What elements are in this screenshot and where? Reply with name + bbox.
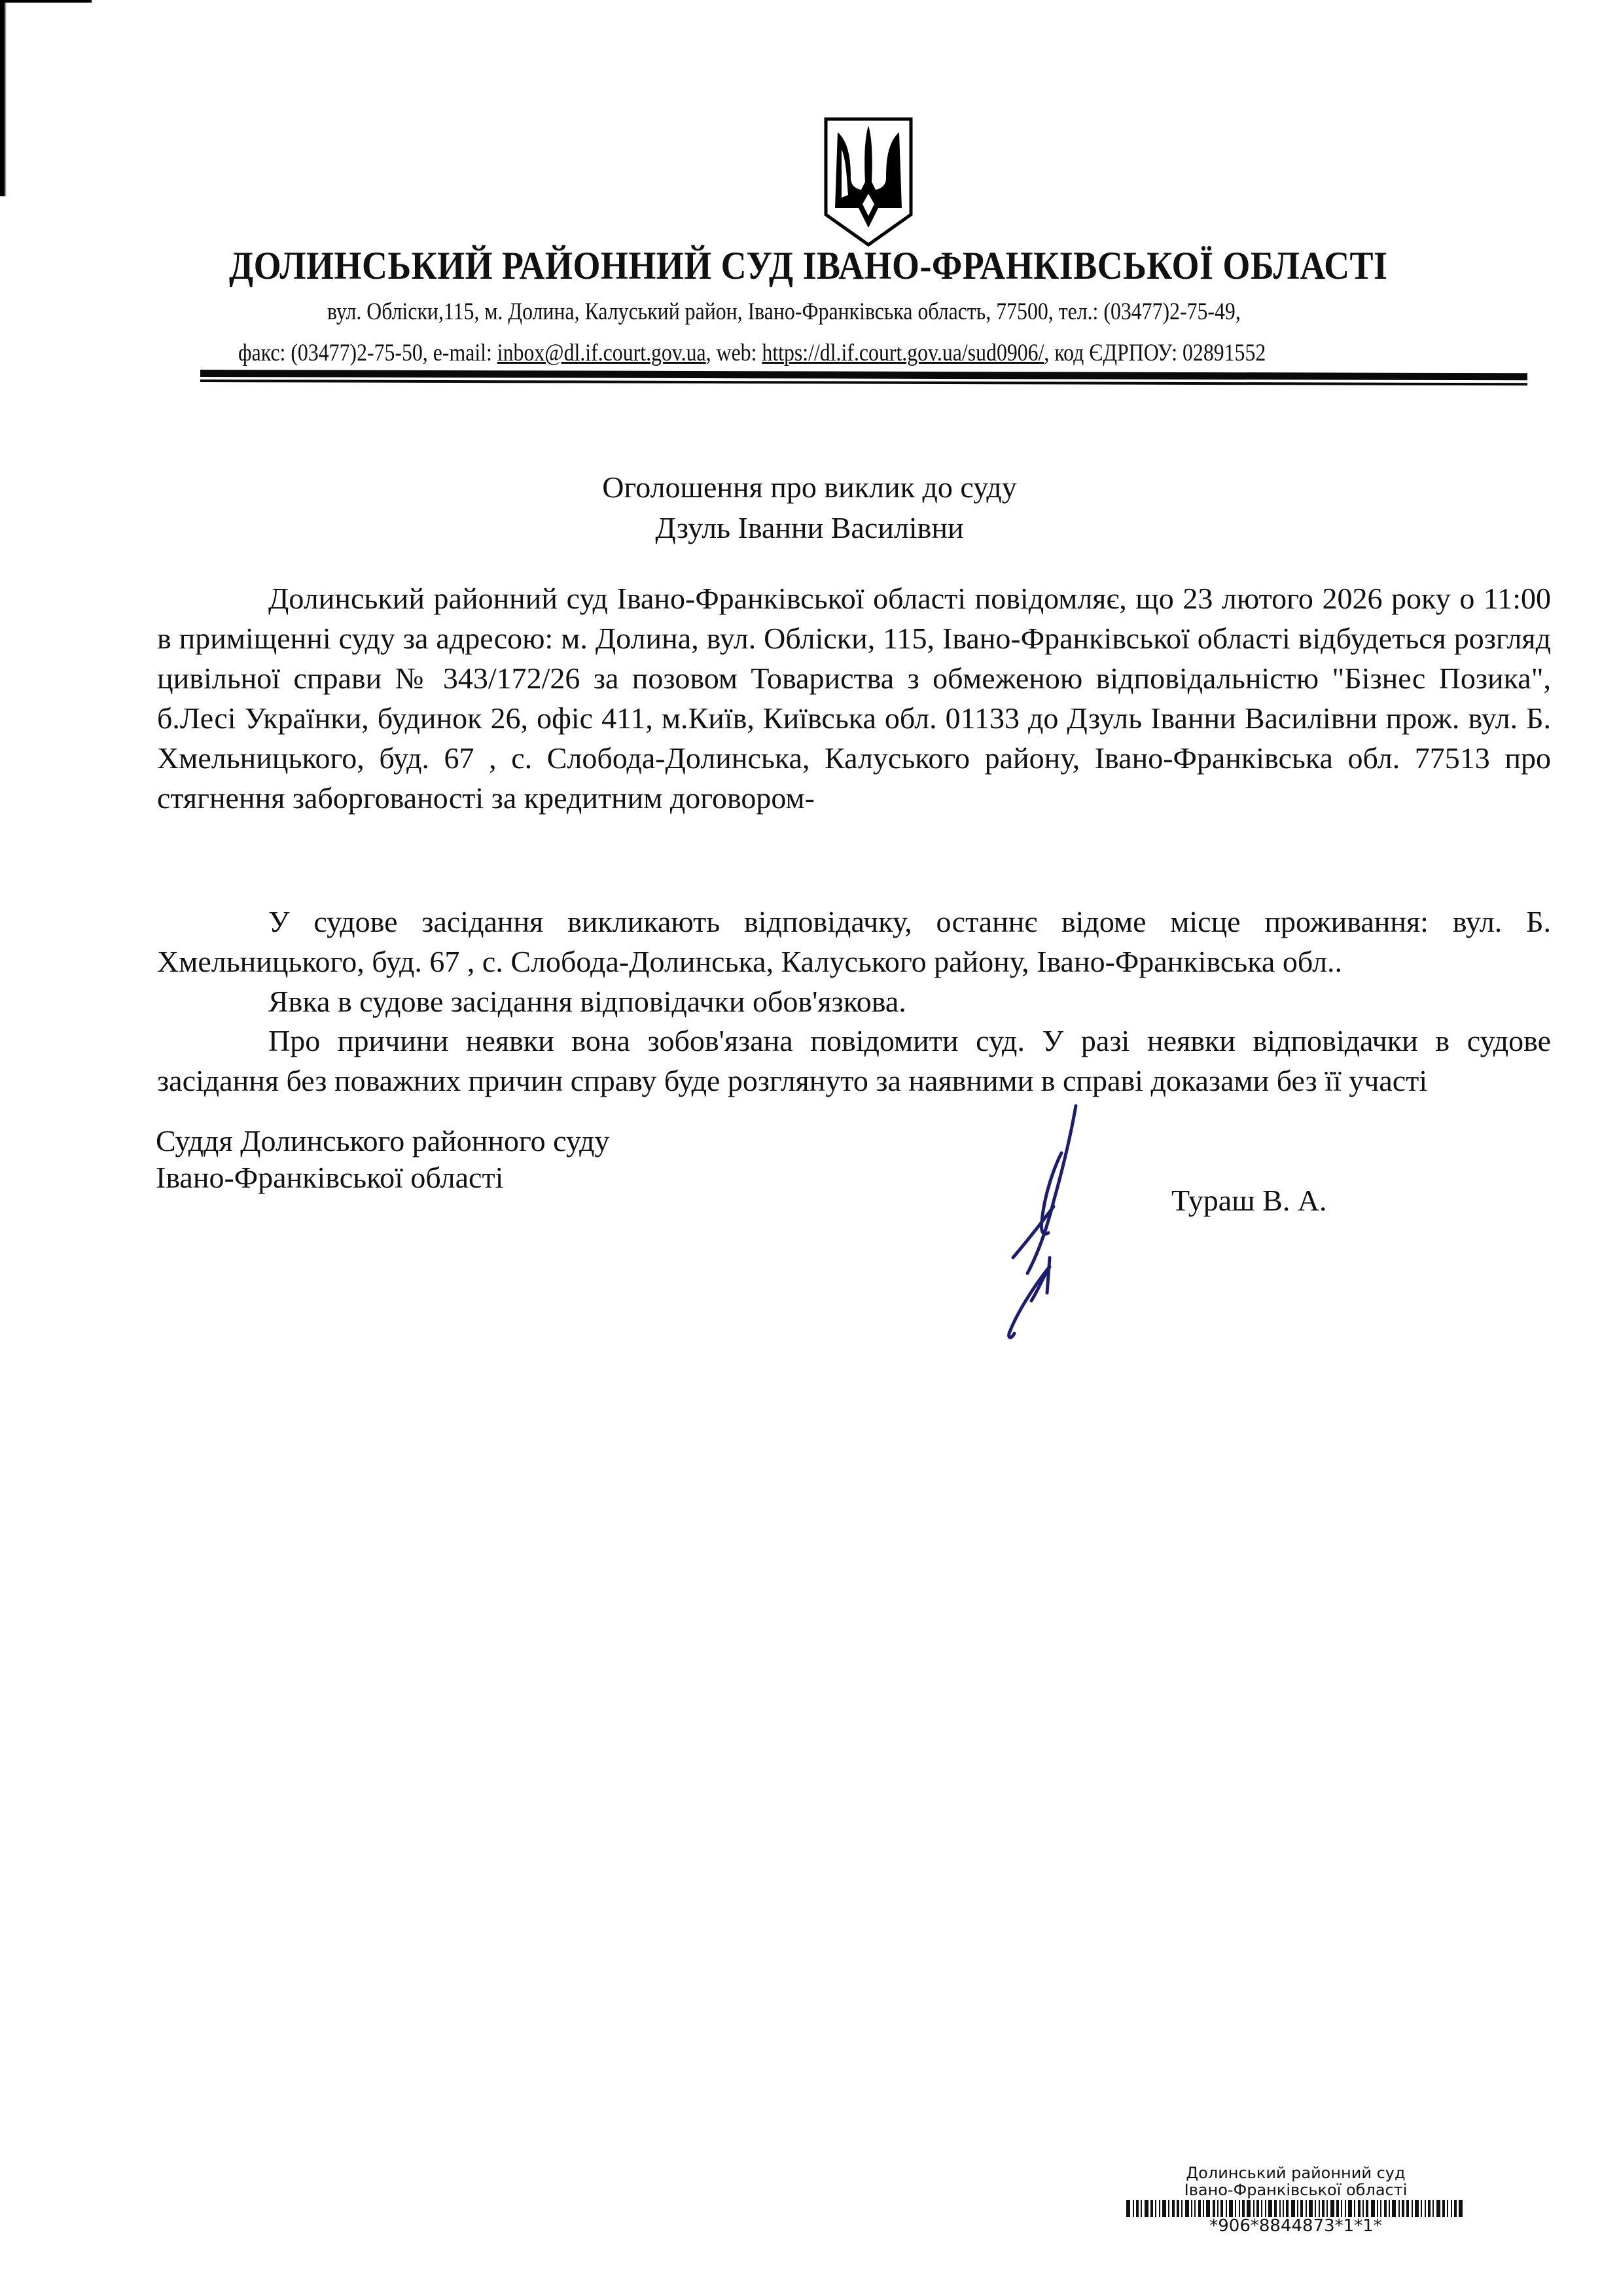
barcode-number: *906*8844873*1*1* <box>1209 2216 1382 2236</box>
summoned-person-name: Дзуль Іванни Василівни <box>655 511 964 544</box>
notice-paragraph-hearing: Долинський районний суд Івано-Франківської області повідомляє, що 23 лютого 2026 року о 11:00 в приміщенні суду за адресою: м. Долина, вул. Обліски, 115, Івано-Франківської області відбудеться розгляд цивільної справи № 343/172/26 за позовом Товариства з обмеженою відповідальністю "Бізнес Позика", б.Лесі Українки, будинок 26, офіс 411, м.Київ, Київська обл. 01133 до Дзуль Іванни Василівни прож. вул. Б. Хмельницького, буд. 67 , с. Слобода-Долинська, Калуського району, Івано-Франківська обл. 77513 про стягнення заборгованості за кредитним договором- <box>157 582 1551 815</box>
document-title: Оголошення про виклик до суду <box>602 470 1017 504</box>
judge-position <box>156 1123 610 1196</box>
court-address: вул. Обліски,115, м. Долина, Калуський район, Івано-Франківська область, 77500, тел.: (03477)2-75-49, <box>327 298 1241 325</box>
judge-position-line-2: Івано-Франківської області <box>156 1161 504 1194</box>
stamp-region: Івано-Франківської області <box>1184 2181 1408 2199</box>
website-link[interactable]: https://dl.if.court.gov.ua/sud0906/ <box>762 340 1044 366</box>
letterhead-divider-thick <box>200 370 1527 380</box>
notice-paragraph-attendance: Явка в судове засідання відповідачки обов'язкова. <box>268 985 906 1018</box>
notice-paragraph-absence: Про причини неявки вона зобов'язана повідомити суд. У разі неявки відповідачки в судове засідання без поважних причин справу буде розглянуто за наявними в справі доказами без її участі <box>157 1024 1551 1097</box>
letterhead-divider-thin <box>200 380 1527 385</box>
court-contacts <box>238 339 1266 367</box>
barcode-icon <box>1067 2200 1525 2217</box>
court-name-heading: ДОЛИНСЬКИЙ РАЙОННИЙ СУД ІВАНО-ФРАНКІВСЬКОЇ ОБЛАСТІ <box>229 244 1388 287</box>
scan-edge-shadow <box>0 0 7 196</box>
handwritten-signature-icon <box>995 1097 1112 1345</box>
stamp-court-name: Долинський районний суд <box>1186 2164 1406 2182</box>
notice-paragraph-summons: У судове засідання викликають відповідачку, останнє відоме місце проживання: вул. Б. Хмельницького, буд. 67 , с. Слобода-Долинська, Калуського району, Івано-Франківська обл.. <box>157 905 1551 978</box>
judge-name: Тураш В. А. <box>1171 1184 1327 1217</box>
trident-coat-of-arms-icon <box>822 116 915 247</box>
scan-edge-shadow-top <box>0 0 92 3</box>
edrpou-code: , код ЄДРПОУ: 02891552 <box>1044 340 1266 366</box>
email-link[interactable]: inbox@dl.if.court.gov.ua <box>497 340 706 366</box>
fax-label: факс: (03477)2-75-50, e-mail: <box>238 340 497 366</box>
registry-stamp <box>1067 2164 1525 2235</box>
judge-position-line-1: Суддя Долинського районного суду <box>156 1124 610 1157</box>
web-label: , web: <box>705 340 762 366</box>
